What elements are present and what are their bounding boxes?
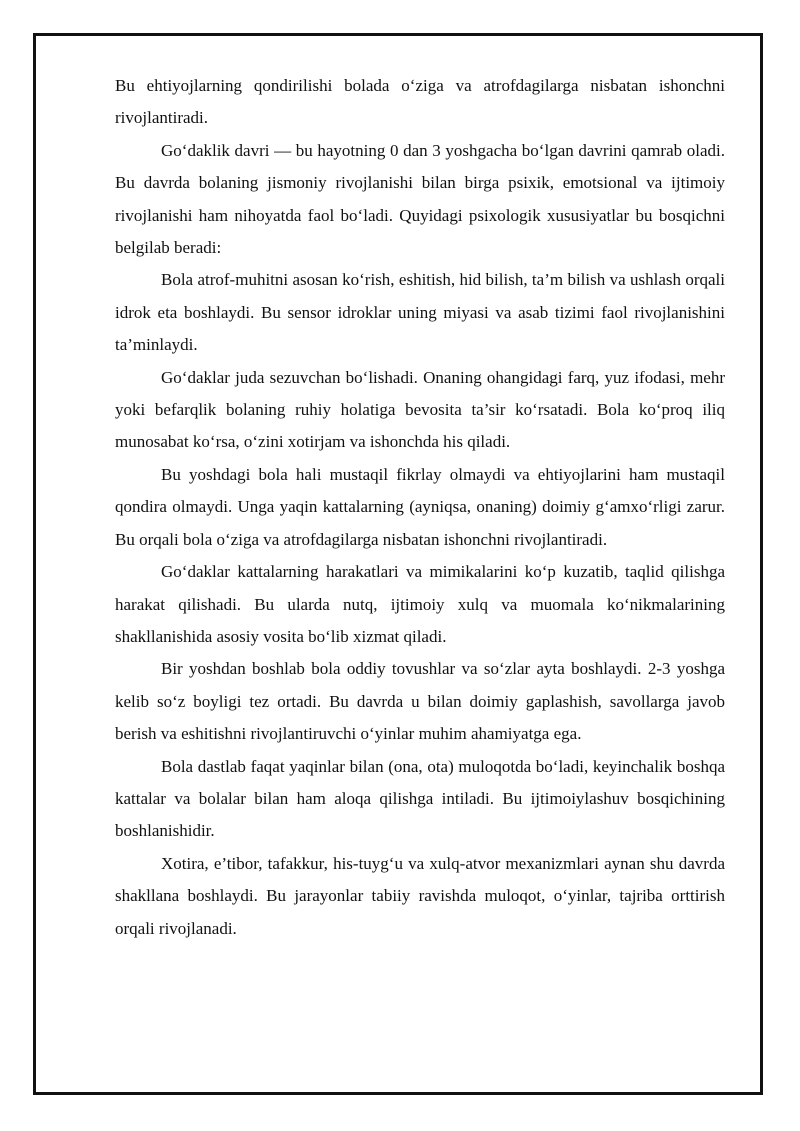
paragraph: Bola atrof-muhitni asosan ko‘rish, eshitish, hid bilish, ta’m bilish va ushlash orqali idrok eta boshlaydi. Bu sensor idroklar uning miyasi va asab tizimi faol rivojlanishini ta’minlaydi. (115, 270, 725, 355)
paragraph: Xotira, e’tibor, tafakkur, his-tuyg‘u va xulq-atvor mexanizmlari aynan shu davrda shakllana boshlaydi. Bu jarayonlar tabiiy ravishda muloqot, o‘yinlar, tajriba orttirish orqali rivojlanadi. (115, 853, 725, 938)
paragraph: Go‘daklar juda sezuvchan bo‘lishadi. Onaning ohangidagi farq, yuz ifodasi, mehr yoki befarqlik bolaning ruhiy holatiga bevosita ta’sir ko‘rsatadi. Bola ko‘proq iliq munosabat ko‘rsa, o‘zini xotirjam va ishonchda his qiladi. (115, 367, 725, 452)
paragraph: Bu yoshdagi bola hali mustaqil fikrlay olmaydi va ehtiyojlarini ham mustaqil qondira olmaydi. Unga yaqin kattalarning (ayniqsa, onaning) doimiy g‘amxo‘rligi zarur. Bu orqali bola o‘ziga va atrofdagilarga nisbatan ishonchni rivojlantiradi. (115, 464, 725, 549)
paragraph: Bola dastlab faqat yaqinlar bilan (ona, ota) muloqotda bo‘ladi, keyinchalik boshqa kattalar va bolalar bilan ham aloqa qilishga intiladi. Bu ijtimoiylashuv bosqichining boshlanishidir. (115, 756, 725, 841)
paragraph: Go‘daklik davri — bu hayotning 0 dan 3 yoshgacha bo‘lgan davrini qamrab oladi. Bu davrda bolaning jismoniy rivojlanishi bilan birga psixik, emotsional va ijtimoiy rivojlanishi ham nihoyatda faol bo‘ladi. Quyidagi psixologik xususiyatlar bu bosqichni belgilab beradi: (115, 140, 725, 258)
document-body (115, 70, 725, 945)
paragraph: Bu ehtiyojlarning qondirilishi bolada o‘ziga va atrofdagilarga nisbatan ishonchni rivojlantiradi. (115, 76, 725, 128)
paragraph: Go‘daklar kattalarning harakatlari va mimikalarini ko‘p kuzatib, taqlid qilishga harakat qilishadi. Bu ularda nutq, ijtimoiy xulq va muomala ko‘nikmalarining shakllanishida asosiy vosita bo‘lib xizmat qiladi. (115, 562, 725, 646)
paragraph: Bir yoshdan boshlab bola oddiy tovushlar va so‘zlar ayta boshlaydi. 2-3 yoshga kelib so‘z boyligi tez ortadi. Bu davrda u bilan doimiy gaplashish, savollarga javob berish va eshitishni rivojlantiruvchi o‘yinlar muhim ahamiyatga ega. (115, 659, 725, 744)
